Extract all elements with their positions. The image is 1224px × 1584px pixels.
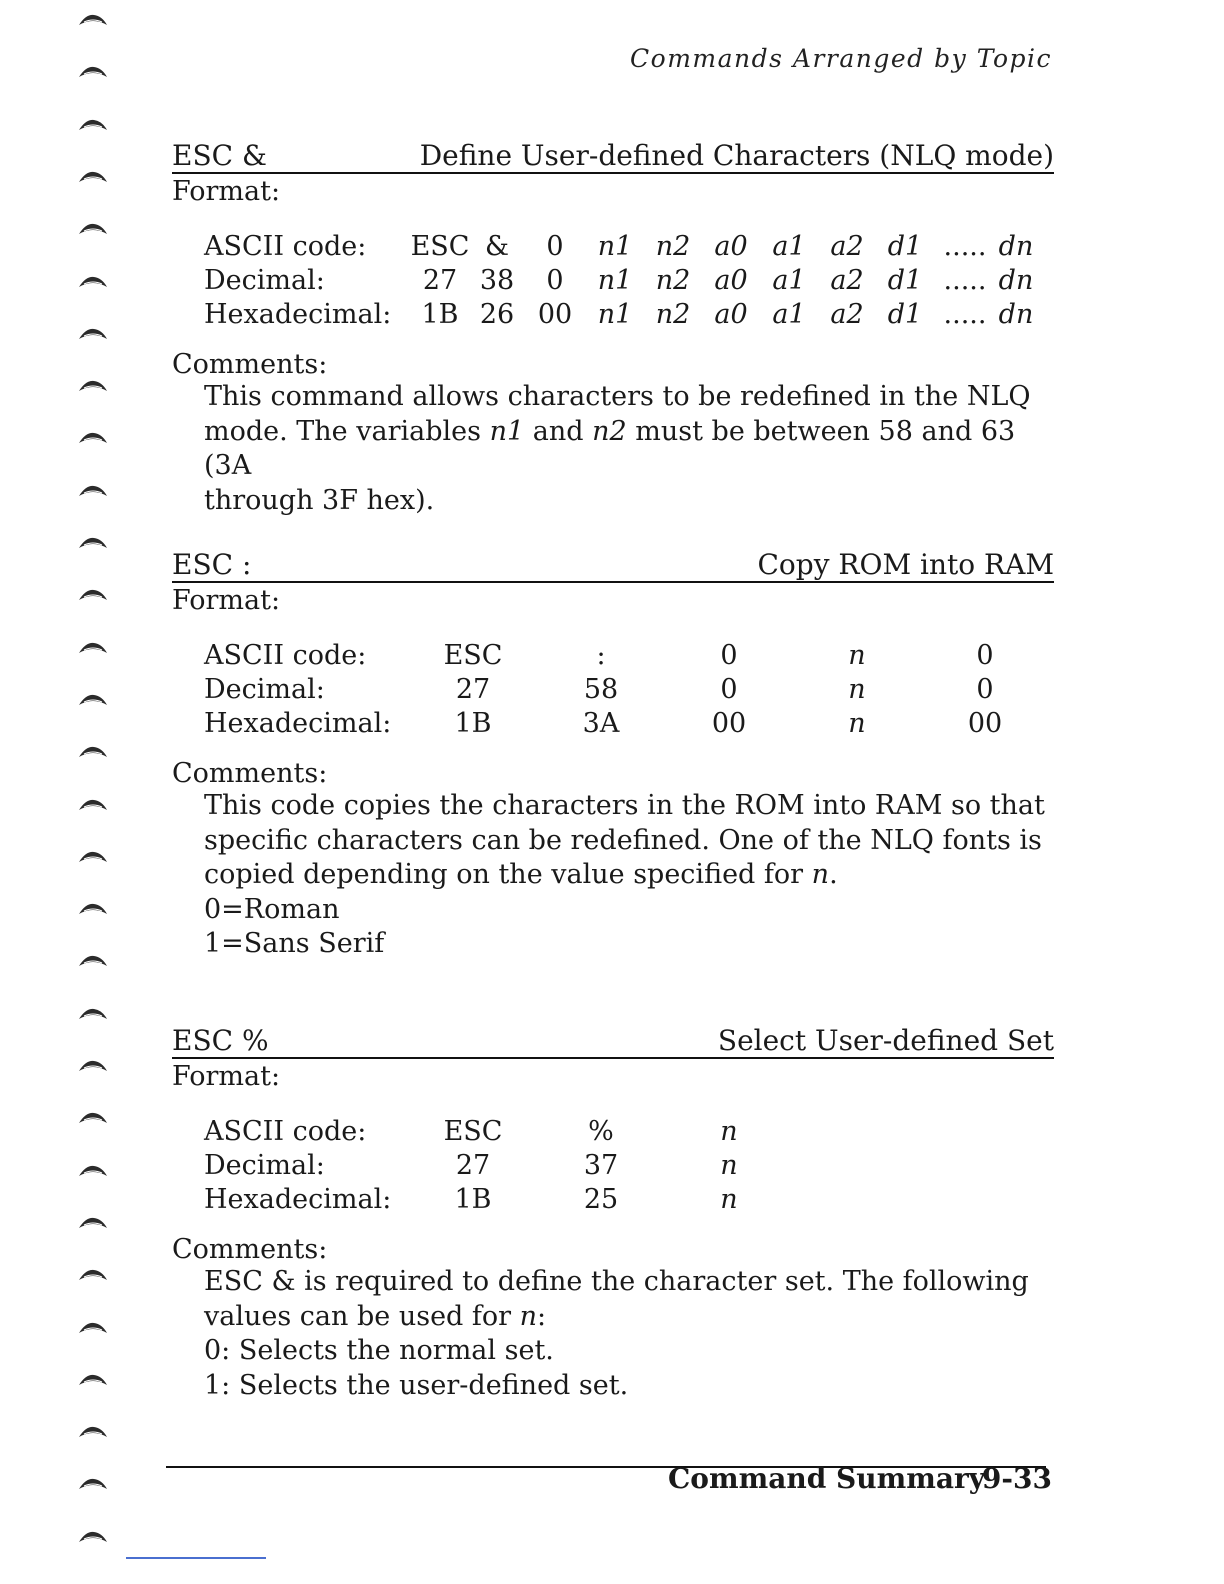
format-cell: a1	[772, 298, 806, 330]
footer-title: Command Summary	[668, 1462, 986, 1495]
format-label: Format:	[172, 585, 281, 616]
comment-line	[204, 858, 1054, 893]
format-cell: n	[848, 639, 866, 671]
format-cell: n	[720, 1115, 738, 1147]
format-cell: n2	[655, 298, 691, 330]
comment-line	[204, 1300, 1054, 1335]
binding-hole-icon	[78, 1006, 108, 1020]
format-cell: 00	[711, 707, 747, 739]
format-row-ascii	[204, 638, 1018, 672]
binding-hole-icon	[78, 1163, 108, 1177]
comment-text: values can be used for	[204, 1300, 520, 1332]
format-row-decimal	[204, 263, 1036, 297]
format-cell: dn	[998, 230, 1034, 262]
binding-hole-icon	[78, 744, 108, 758]
format-cell: 27	[455, 673, 491, 705]
format-table	[204, 229, 1036, 331]
format-cell: ESC	[410, 230, 470, 262]
binding-hole-icon	[78, 12, 108, 26]
format-cell: n2	[655, 230, 691, 262]
command-name: ESC %	[172, 1024, 269, 1057]
section-esc-ampersand	[172, 134, 1054, 518]
format-cell: 1B	[421, 298, 459, 330]
format-cell: 1B	[454, 1183, 492, 1215]
command-title: Select User-defined Set	[717, 1024, 1054, 1057]
format-cell: 37	[583, 1149, 619, 1181]
format-cell: ESC	[443, 639, 503, 671]
format-cell: 0	[546, 230, 564, 262]
format-table	[204, 638, 1018, 740]
format-cell: dn	[998, 264, 1034, 296]
format-cell: 58	[583, 673, 619, 705]
format-label: Format:	[172, 1061, 281, 1092]
binding-hole-icon	[78, 1529, 108, 1543]
comment-line: 1: Selects the user-defined set.	[204, 1369, 629, 1401]
format-cell: .....	[943, 264, 987, 296]
row-label: Hexadecimal:	[204, 298, 392, 330]
binding-hole-icon	[78, 849, 108, 863]
binding-hole-icon	[78, 1058, 108, 1072]
binding-hole-icon	[78, 1215, 108, 1229]
comment-line: ESC & is required to define the character set. The following	[204, 1266, 1029, 1297]
format-cell: 0	[720, 639, 738, 671]
format-cell: 1B	[454, 707, 492, 739]
spiral-binding	[70, 0, 120, 1584]
comments-body	[204, 1265, 1054, 1403]
section-esc-colon	[172, 543, 1054, 962]
format-cell: a2	[830, 298, 864, 330]
format-cell: 38	[479, 264, 515, 296]
row-label: Decimal:	[204, 673, 325, 705]
row-label: Decimal:	[204, 1149, 325, 1181]
format-cell: 0	[976, 673, 994, 705]
binding-hole-icon	[78, 797, 108, 811]
command-name: ESC :	[172, 548, 252, 581]
row-label: Hexadecimal:	[204, 1183, 392, 1215]
format-cell: .....	[943, 298, 987, 330]
format-cell: .....	[943, 230, 987, 262]
format-cell: a2	[830, 264, 864, 296]
format-cell: d1	[887, 298, 923, 330]
format-cell: n1	[597, 230, 633, 262]
binding-hole-icon	[78, 1110, 108, 1124]
binding-hole-icon	[78, 692, 108, 706]
format-cell: n	[848, 707, 866, 739]
format-cell: n2	[655, 264, 691, 296]
binding-hole-icon	[78, 535, 108, 549]
row-label: ASCII code:	[204, 230, 367, 262]
variable-name: n	[811, 859, 830, 890]
comment-line: specific characters can be redefined. One of the NLQ fonts is	[204, 824, 1042, 856]
format-cell: dn	[998, 298, 1034, 330]
comments-label: Comments:	[172, 758, 328, 789]
scan-edge-line	[126, 1557, 266, 1559]
format-cell: 00	[537, 298, 573, 330]
comment-text: and	[524, 415, 593, 447]
binding-hole-icon	[78, 953, 108, 967]
binding-hole-icon	[78, 640, 108, 654]
comment-text: must be between 58 and 63 (3A	[204, 415, 1016, 481]
comment-line: 0: Selects the normal set.	[204, 1335, 554, 1366]
format-cell: a1	[772, 230, 806, 262]
variable-name: n1	[489, 415, 525, 447]
format-cell: 0	[720, 673, 738, 705]
comment-text: .	[829, 859, 838, 890]
format-cell: 0	[546, 264, 564, 296]
comment-text: mode. The variables	[204, 415, 490, 447]
binding-hole-icon	[78, 1372, 108, 1386]
format-cell: %	[588, 1115, 614, 1147]
format-cell: 00	[967, 707, 1003, 739]
format-cell: a0	[714, 264, 748, 296]
format-cell: a0	[714, 230, 748, 262]
section-esc-percent	[172, 1019, 1054, 1403]
row-label: Hexadecimal:	[204, 707, 392, 739]
variable-name: n	[519, 1300, 538, 1332]
row-label: ASCII code:	[204, 639, 367, 671]
comment-line: This code copies the characters in the ROM into RAM so that	[204, 790, 1045, 821]
row-label: ASCII code:	[204, 1115, 367, 1147]
command-title: Define User-defined Characters (NLQ mode)	[419, 139, 1054, 172]
comment-line: through 3F hex).	[204, 484, 435, 516]
format-cell: 27	[422, 264, 458, 296]
format-cell: a1	[772, 264, 806, 296]
comment-line: 1=Sans Serif	[204, 928, 385, 959]
comment-text: :	[537, 1300, 547, 1332]
section-heading	[172, 134, 1054, 174]
format-cell: :	[596, 639, 606, 671]
format-row-ascii	[204, 1114, 762, 1148]
format-cell: 27	[455, 1149, 491, 1181]
comments-body	[204, 789, 1054, 962]
comment-line: 0=Roman	[204, 893, 340, 925]
command-title: Copy ROM into RAM	[757, 548, 1054, 581]
format-cell: n1	[597, 264, 633, 296]
binding-hole-icon	[78, 378, 108, 392]
binding-hole-icon	[78, 1476, 108, 1490]
comments-label: Comments:	[172, 349, 328, 380]
format-cell: &	[484, 230, 510, 262]
command-name: ESC &	[172, 139, 267, 172]
binding-hole-icon	[78, 1267, 108, 1281]
section-heading	[172, 543, 1054, 583]
section-heading	[172, 1019, 1054, 1059]
format-label: Format:	[172, 176, 281, 207]
comment-text: copied depending on the value specified for	[204, 859, 812, 890]
binding-hole-icon	[78, 1424, 108, 1438]
format-cell: 25	[583, 1183, 619, 1215]
binding-hole-icon	[78, 901, 108, 915]
format-cell: ESC	[443, 1115, 503, 1147]
binding-hole-icon	[78, 326, 108, 340]
format-cell: n	[720, 1149, 738, 1181]
format-cell: n	[848, 673, 866, 705]
binding-hole-icon	[78, 274, 108, 288]
binding-hole-icon	[78, 64, 108, 78]
comments-body	[204, 380, 1054, 518]
format-row-decimal	[204, 672, 1018, 706]
comment-line	[204, 415, 1054, 484]
format-row-hex	[204, 297, 1036, 331]
binding-hole-icon	[78, 1320, 108, 1334]
format-cell: a0	[714, 298, 748, 330]
format-cell: a2	[830, 230, 864, 262]
page-header: Commands Arranged by Topic	[630, 44, 1052, 73]
format-cell: n	[720, 1183, 738, 1215]
page-number: 9-33	[981, 1462, 1052, 1495]
format-cell: 26	[479, 298, 515, 330]
format-row-decimal	[204, 1148, 762, 1182]
variable-name: n2	[592, 415, 627, 447]
format-row-hex	[204, 706, 1018, 740]
format-row-hex	[204, 1182, 762, 1216]
format-cell: n1	[597, 298, 633, 330]
binding-hole-icon	[78, 483, 108, 497]
comment-line: This command allows characters to be redefined in the NLQ	[204, 381, 1031, 412]
binding-hole-icon	[78, 221, 108, 235]
binding-hole-icon	[78, 117, 108, 131]
comments-label: Comments:	[172, 1234, 328, 1265]
binding-hole-icon	[78, 430, 108, 444]
format-cell: d1	[887, 264, 923, 296]
binding-hole-icon	[78, 587, 108, 601]
format-cell: d1	[887, 230, 923, 262]
binding-hole-icon	[78, 169, 108, 183]
row-label: Decimal:	[204, 264, 325, 296]
format-cell: 0	[976, 639, 994, 671]
format-table	[204, 1114, 762, 1216]
format-row-ascii	[204, 229, 1036, 263]
format-cell: 3A	[582, 707, 620, 739]
